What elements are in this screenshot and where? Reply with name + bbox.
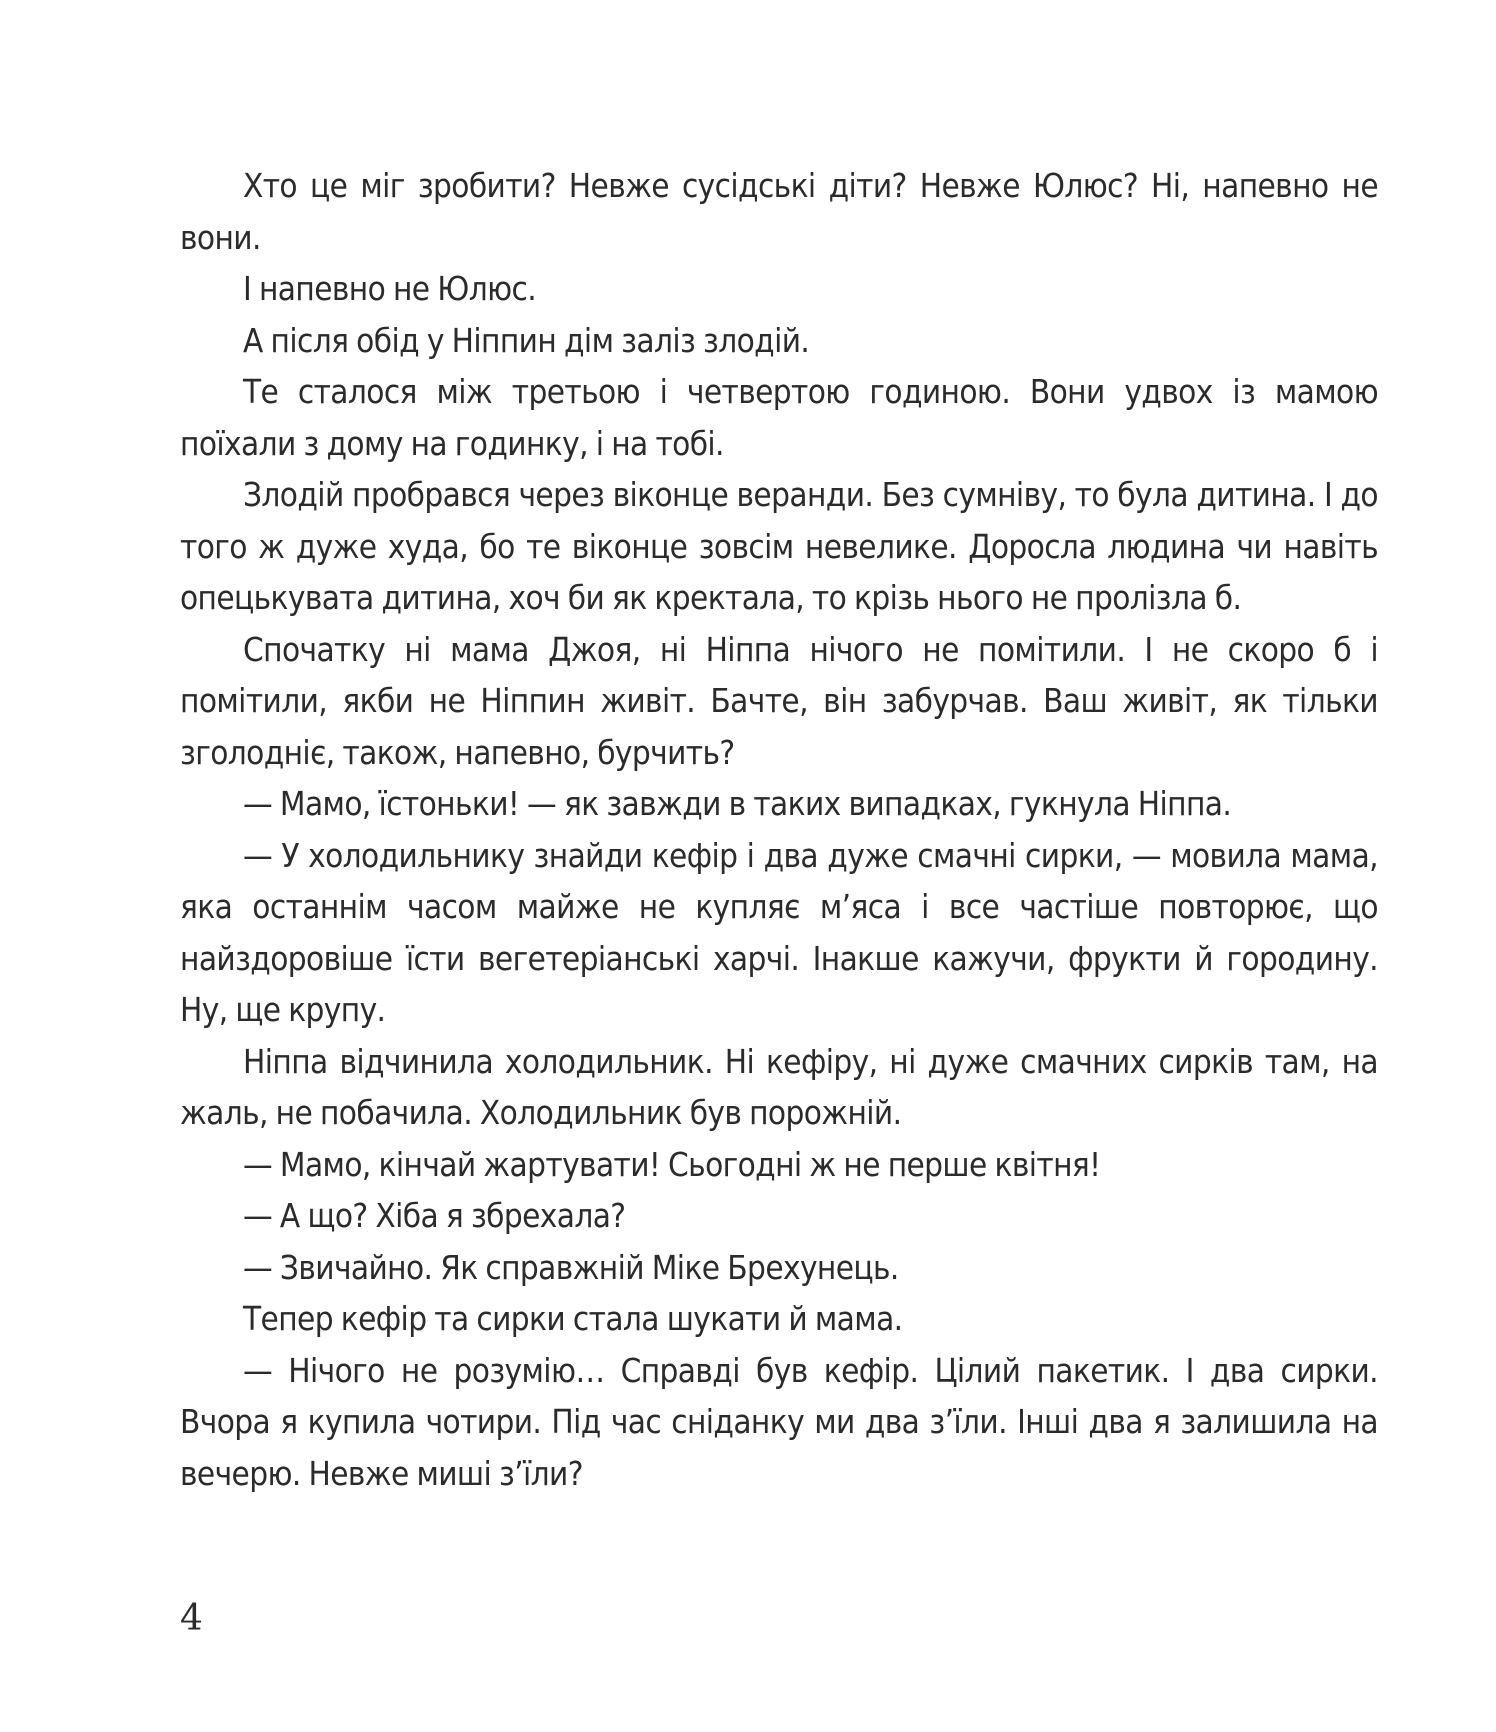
paragraph: Спочатку ні мама Джоя, ні Ніппа нічого не помітили. І не скоро б і помітили, якби не Ніппин живіт. Бачте, він забурчав. Ваш живіт, як тільки зголодніє, також, напевно, бурчить? (180, 629, 1378, 772)
paragraph: Злодій пробрався через віконце веранди. Без сумніву, то була дитина. І до того ж дуже худа, бо те віконце зовсім невелике. Доросла людина чи навіть опецькувата дитина, хоч би як кректала, то крізь нього не пролізла б. (180, 475, 1378, 617)
page-number: 4 (180, 1598, 203, 1639)
paragraph: — А що? Хіба я збрехала? (243, 1196, 626, 1235)
paragraph: І напевно не Юлюс. (243, 269, 537, 308)
paragraph: Тепер кефір та сирки стала шукати й мама. (243, 1299, 903, 1338)
paragraph: Те сталося між третьою і четвертою годиною. Вони удвох із мамою поїхали з дому на годинку, і на тобі. (180, 372, 1378, 463)
paragraph: Ніппа відчинила холодильник. Ні кефіру, ні дуже смачних сирків там, на жаль, не побачила. Холодильник був порожній. (180, 1041, 1378, 1132)
paragraph: — Мамо, кінчай жартувати! Сьогодні ж не перше квітня! (243, 1144, 1101, 1184)
paragraph: Хто це міг зробити? Невже сусідські діти? Невже Юлюс? Ні, напевно не вони. (180, 166, 1378, 257)
paragraph: А після обід у Ніппин дім заліз злодій. (243, 320, 810, 360)
paragraph: — Мамо, їстоньки! — як завжди в таких випадках, гукнула Ніппа. (243, 784, 1232, 823)
page-body-text (180, 160, 1378, 1499)
paragraph: — Звичайно. Як справжній Міке Брехунець. (243, 1247, 899, 1287)
paragraph: — Нічого не розумію… Справді був кефір. Цілий пакетик. І два сирки. Вчора я купила чотири. Під час сніданку ми два з’їли. Інші два я залишила на вечерю. Невже миші з’їли? (180, 1350, 1378, 1493)
paragraph: — У холодильнику знайди кефір і два дуже смачні сирки, — мовила мама, яка останнім часом майже не купляє м’яса і все частіше повторює, що найздоровіше їсти вегетеріанські харчі. Інакше кажучи, фрукти й городину. Ну, ще крупу. (180, 835, 1378, 1029)
